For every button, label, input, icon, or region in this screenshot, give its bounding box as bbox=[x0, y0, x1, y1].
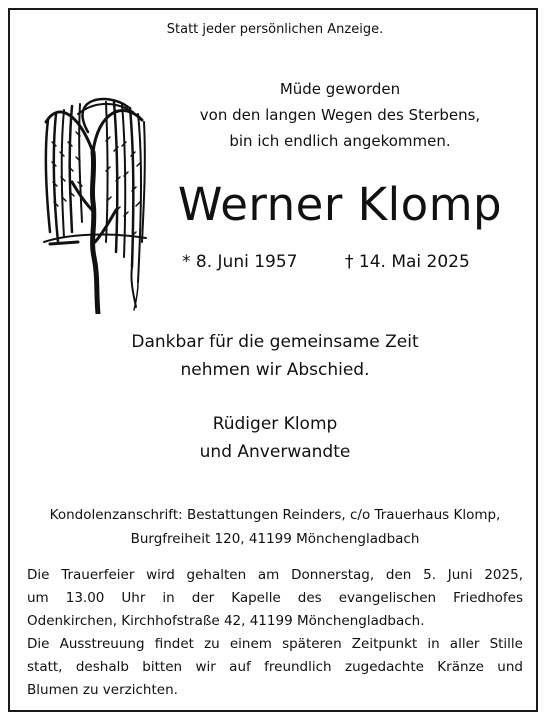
deceased-name: Werner Klomp bbox=[177, 178, 503, 231]
funeral-line: statt, deshalb bitten wir auf freundlich zugedachte Kränze und bbox=[27, 659, 523, 675]
thanks-text bbox=[0, 328, 550, 384]
family-line: Rüdiger Klomp bbox=[212, 414, 338, 434]
funeral-line: Die Ausstreuung findet zu einem späteren Zeitpunkt in aller Stille bbox=[27, 636, 523, 652]
address-line: Burgfreiheit 120, 41199 Mönchengladbach bbox=[130, 531, 420, 547]
poem-line: bin ich endlich angekommen. bbox=[229, 132, 451, 150]
funeral-line: Blumen zu verzichten. bbox=[27, 682, 178, 698]
funeral-line: Die Trauerfeier wird gehalten am Donnerstag, den 5. Juni 2025, bbox=[27, 567, 523, 583]
weeping-willow-icon bbox=[38, 92, 150, 314]
poem-line: von den langen Wegen des Sterbens, bbox=[199, 106, 481, 124]
funeral-line: um 13.00 Uhr in der Kapelle des evangelischen Friedhofes bbox=[27, 590, 523, 606]
family-signature bbox=[0, 410, 550, 466]
death-date: † 14. Mai 2025 bbox=[345, 252, 470, 272]
thanks-line: nehmen wir Abschied. bbox=[180, 360, 370, 380]
condolence-address bbox=[0, 503, 550, 551]
poem-line: Müde geworden bbox=[279, 80, 401, 98]
thanks-line: Dankbar für die gemeinsame Zeit bbox=[131, 332, 419, 352]
family-line: und Anverwandte bbox=[199, 442, 351, 462]
birth-date: * 8. Juni 1957 bbox=[182, 252, 298, 272]
funeral-line: Odenkirchen, Kirchhofstraße 42, 41199 Mönchengladbach. bbox=[27, 613, 425, 629]
header-note: Statt jeder persönlichen Anzeige. bbox=[166, 22, 384, 37]
poem bbox=[150, 76, 530, 154]
address-line: Kondolenzanschrift: Bestattungen Reinders, c/o Trauerhaus Klomp, bbox=[49, 507, 501, 523]
funeral-info bbox=[27, 564, 523, 702]
